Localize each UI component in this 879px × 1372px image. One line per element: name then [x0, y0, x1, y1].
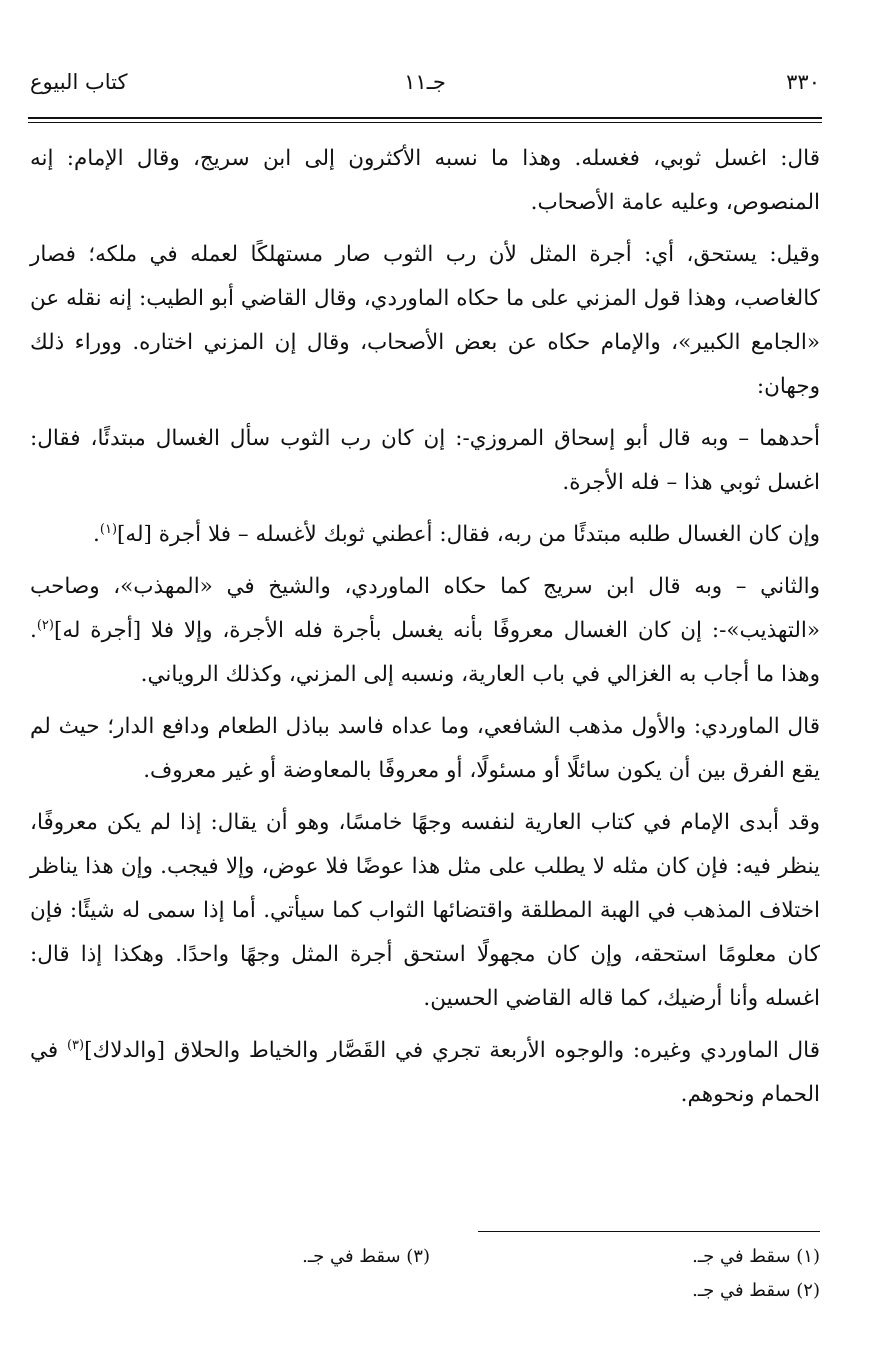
paragraph-tail: .	[93, 522, 100, 547]
paragraph: وقيل: يستحق، أي: أجرة المثل لأن رب الثوب صار مستهلكًا لعمله في ملكه؛ فصار كالغاصب، وهذا قول المزني على ما حكاه الماوردي، وقال القاضي أبو الطيب: إنه نقله عن «الجامع الكبير»، والإمام حكاه عن بعض الأصحاب، وقال إن المزني اختاره. ووراء ذلك وجهان:	[30, 242, 820, 399]
page-number: ٣٣٠	[786, 70, 820, 94]
footnote-ref[interactable]: (١)	[99, 521, 118, 537]
paragraph: قال: اغسل ثوبي، فغسله. وهذا ما نسبه الأكثرون إلى ابن سريج، وقال الإمام: إنه المنصوص، وعليه عامة الأصحاب.	[30, 146, 820, 215]
footnote-3: (٣) سقط في جـ.	[302, 1246, 430, 1267]
volume-label: جـ١١	[404, 70, 446, 94]
paragraph: وقد أبدى الإمام في كتاب العارية لنفسه وجهًا خامسًا، وهو أن يقال: إذا لم يكن معروفًا، ينظر فيه: فإن كان مثله لا يطلب على مثل هذا عوضًا فلا عوض، وإلا فيجب. وإن هذا يناظر اختلاف المذهب في الهبة المطلقة واقتضائها الثواب كما سيأتي. أما إذا سمى له شيئًا: فإن كان معلومًا استحقه، وإن كان مجهولًا استحق أجرة المثل وجهًا واحدًا. وهكذا إذا قال: اغسله وأنا أرضيك، كما قاله القاضي الحسين.	[30, 810, 821, 1011]
footnote-row	[30, 1274, 820, 1308]
paragraph	[30, 1029, 820, 1117]
paragraph: أحدهما – وبه قال أبو إسحاق المروزي-: إن كان رب الثوب سأل الغسال مبتدئًا، فقال: اغسل ثوبي هذا – فله الأجرة.	[30, 426, 820, 495]
footnote-row	[30, 1240, 820, 1274]
paragraph: قال الماوردي: والأول مذهب الشافعي، وما عداه فاسد بباذل الطعام ودافع الدار؛ حيث لم يقع الفرق بين أن يكون سائلًا أو مسئولًا، أو معروفًا بالمعاوضة أو غير معروف.	[30, 714, 820, 783]
book-title: كتاب البيوع	[30, 70, 128, 94]
footnote-ref[interactable]: (٢)	[36, 617, 54, 633]
footnote-1: (١) سقط في جـ.	[692, 1246, 820, 1267]
paragraph-text: . وهذا ما أجاب به الغزالي في باب العارية، ونسبه إلى المزني، وكذلك الروياني.	[30, 618, 820, 687]
footnote-ref[interactable]: (٣)	[66, 1037, 85, 1053]
paragraph	[30, 513, 820, 557]
footnotes	[30, 1240, 820, 1308]
paragraph	[30, 565, 820, 697]
footnote-2: (٢) سقط في جـ.	[692, 1280, 820, 1301]
paragraph-text: قال الماوردي وغيره: والوجوه الأربعة تجري في القَصَّار والخياط والحلاق [والدلاك]	[84, 1038, 820, 1063]
paragraph-text: وإن كان الغسال طلبه مبتدئًا من ربه، فقال: أعطني ثوبك لأغسله – فلا أجرة [له]	[117, 522, 820, 547]
paragraph-text: والثاني – وبه قال ابن سريج كما حكاه الماوردي، والشيخ في «المهذب»، وصاحب «التهذيب»-: إن كان الغسال معروفًا بأنه يغسل بأجرة فله الأجرة، وإلا فلا [أجرة له]	[30, 574, 820, 643]
header-rule-thick	[28, 117, 822, 119]
page-header	[30, 70, 820, 104]
header-rule-thin	[28, 122, 822, 123]
main-text	[30, 137, 820, 1125]
paragraph-text: في الحمام ونحوهم.	[30, 1038, 820, 1107]
footnote-separator	[478, 1231, 820, 1232]
